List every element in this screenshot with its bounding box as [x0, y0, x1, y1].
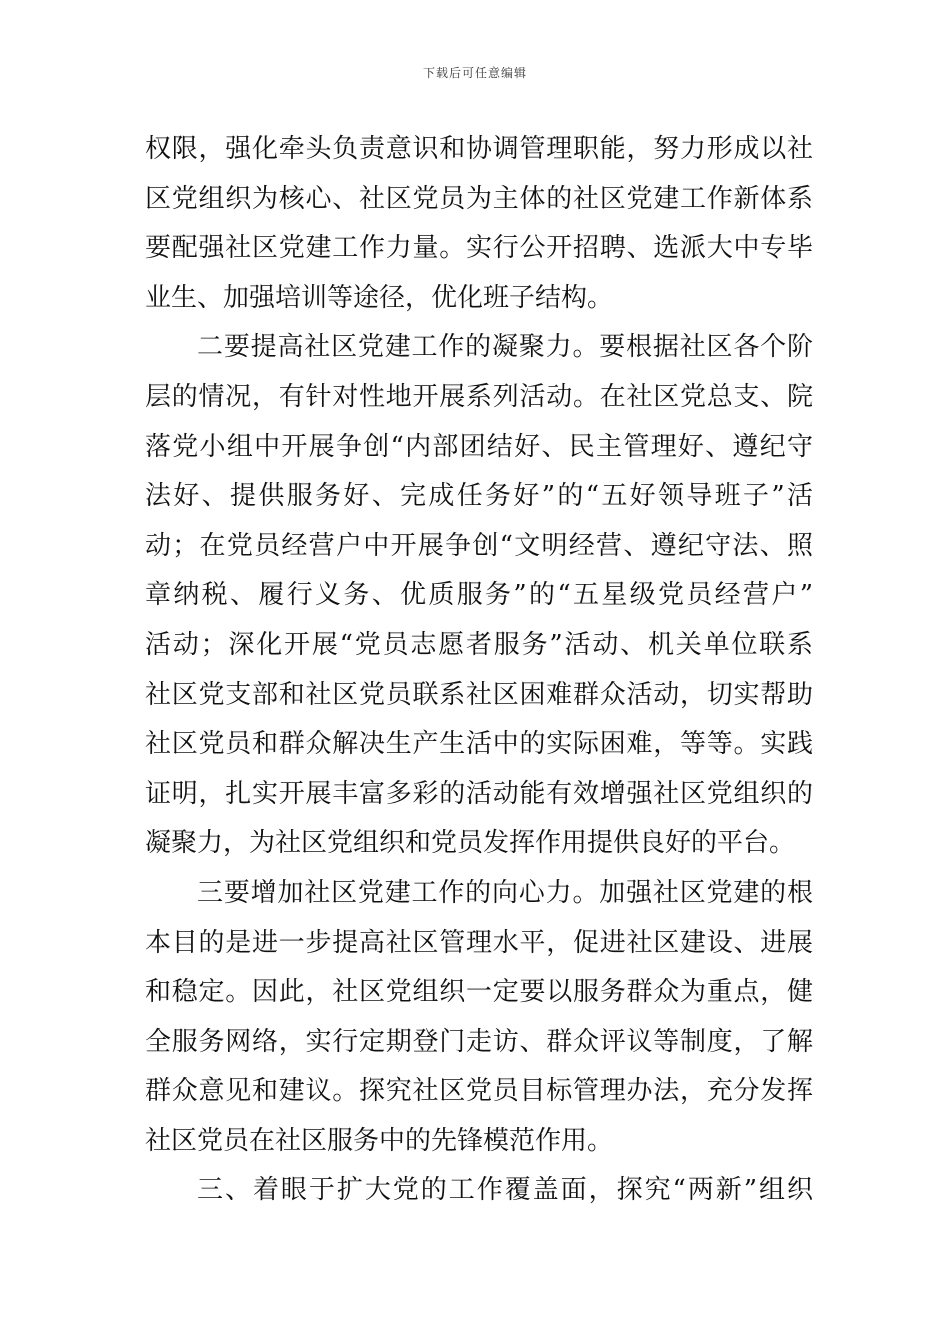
- text-line: 落党小组中开展争创“内部团结好、民主管理好、遵纪守: [145, 431, 813, 462]
- text-line: 全服务网络，实行定期登门走访、群众评议等制度，了解: [145, 1026, 813, 1057]
- text-line: 章纳税、履行义务、优质服务”的“五星级党员经营户”: [145, 580, 813, 611]
- text-line: 群众意见和建议。探究社区党员目标管理办法，充分发挥: [145, 1076, 813, 1107]
- text-line: 法好、提供服务好、完成任务好”的“五好领导班子”活: [145, 481, 813, 512]
- text-line: 区党组织为核心、社区党员为主体的社区党建工作新体系: [145, 183, 813, 214]
- text-line: 三要增加社区党建工作的向心力。加强社区党建的根: [197, 877, 813, 908]
- document-body: [145, 125, 813, 1216]
- text-line: 二要提高社区党建工作的凝聚力。要根据社区各个阶: [197, 332, 813, 363]
- text-line: 业生、加强培训等途径，优化班子结构。: [145, 282, 614, 313]
- text-line: 三、着眼于扩大党的工作覆盖面，探究“两新”组织: [197, 1175, 813, 1206]
- text-line: 凝聚力，为社区党组织和党员发挥作用提供良好的平台。: [145, 828, 796, 859]
- text-line: 社区党支部和社区党员联系社区困难群众活动，切实帮助: [145, 679, 813, 710]
- page-header: 下载后可任意编辑: [422, 66, 527, 80]
- text-line: 权限，强化牵头负责意识和协调管理职能，努力形成以社: [145, 134, 813, 164]
- text-line: 本目的是进一步提高社区管理水平，促进社区建设、进展: [145, 927, 813, 958]
- text-line: 层的情况，有针对性地开展系列活动。在社区党总支、院: [145, 381, 813, 412]
- text-line: 动；在党员经营户中开展争创“文明经营、遵纪守法、照: [145, 530, 813, 561]
- text-line: 和稳定。因此，社区党组织一定要以服务群众为重点，健: [145, 977, 813, 1008]
- text-line: 社区党员和群众解决生产生活中的实际困难，等等。实践: [145, 729, 813, 760]
- text-line: 活动；深化开展“党员志愿者服务”活动、机关单位联系: [145, 629, 813, 660]
- text-line: 要配强社区党建工作力量。实行公开招聘、选派大中专毕: [145, 233, 813, 264]
- text-line: 证明，扎实开展丰富多彩的活动能有效增强社区党组织的: [145, 778, 813, 809]
- text-line: 社区党员在社区服务中的先锋模范作用。: [145, 1125, 614, 1156]
